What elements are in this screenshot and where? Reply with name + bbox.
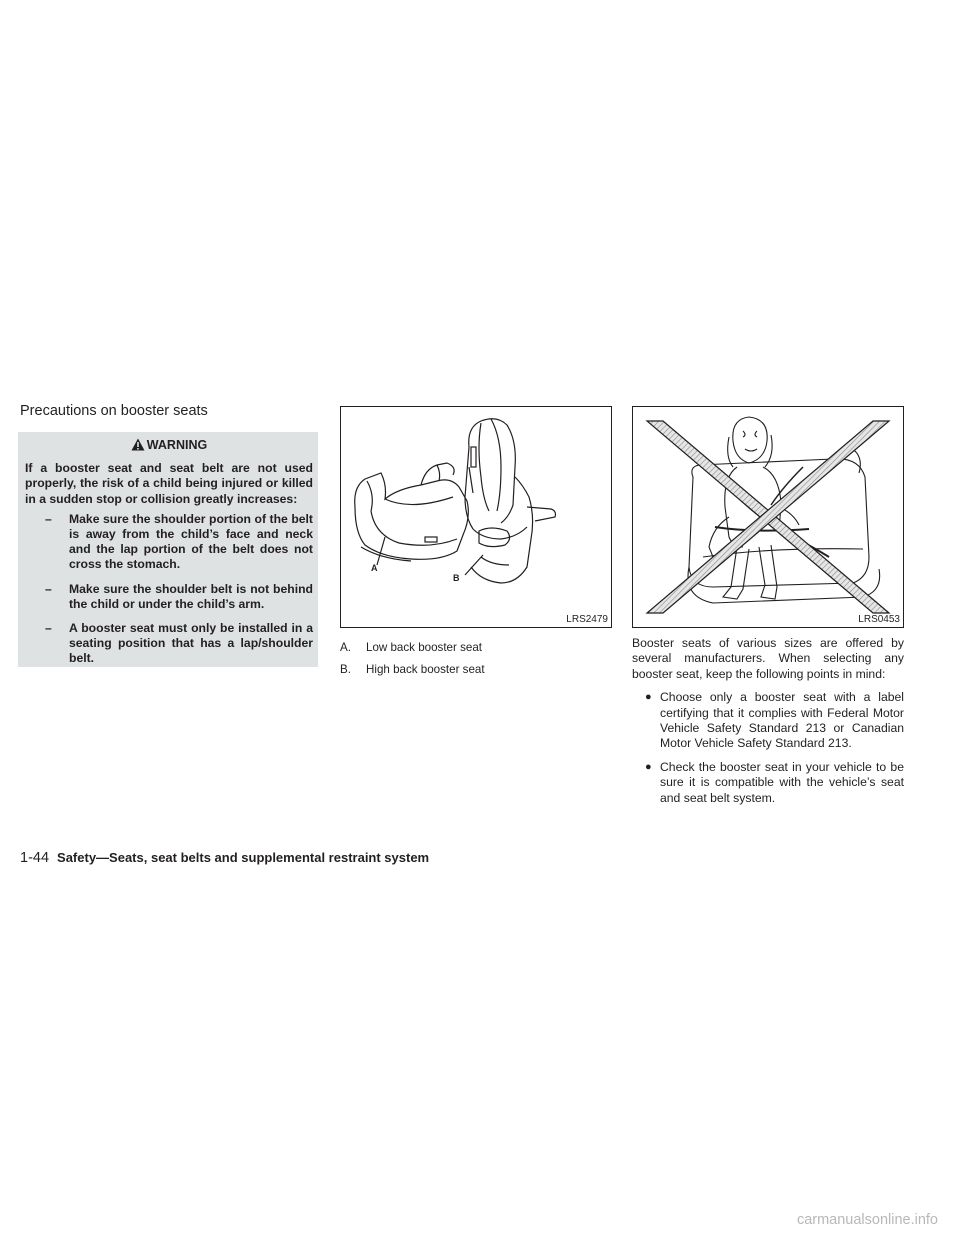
warning-triangle-icon xyxy=(131,438,145,451)
warning-heading-text: WARNING xyxy=(146,438,208,452)
caption-row xyxy=(340,641,612,655)
dash-marker: – xyxy=(45,581,52,596)
booster-seats-illustration xyxy=(341,407,611,627)
body-intro: Booster seats of various sizes are offered by several manufacturers. When selecting any booster seat, keep the following points in mind: xyxy=(632,636,904,681)
figure-code: LRS0453 xyxy=(858,614,900,625)
warning-item-text: Make sure the shoulder portion of the belt is away from the child’s face and neck and the lap portion of the belt does not cross the stomach. xyxy=(69,511,313,572)
caption-row xyxy=(340,663,612,677)
chapter-title: Safety—Seats, seat belts and supplemental restraint system xyxy=(57,850,430,865)
figure-code: LRS2479 xyxy=(566,614,608,625)
bullet-item xyxy=(632,690,904,752)
incorrect-usage-illustration xyxy=(633,407,903,627)
caption-letter: A. xyxy=(340,641,351,654)
dash-marker: – xyxy=(45,621,52,636)
warning-item xyxy=(25,512,313,573)
bullet-item xyxy=(632,760,904,806)
caption-text: High back booster seat xyxy=(366,663,485,676)
warning-item-text: A booster seat must only be installed in a seating position that has a lap/shoulder belt. xyxy=(69,621,313,666)
label-a: A xyxy=(371,563,378,573)
dash-marker: – xyxy=(45,511,52,526)
body-text xyxy=(632,636,904,814)
bullet-icon: ● xyxy=(645,760,652,773)
bullet-text: Check the booster seat in your vehicle to be sure it is compatible with the vehicle’s seat and seat belt system. xyxy=(660,759,904,805)
bullet-text: Choose only a booster seat with a label certifying that it complies with Federal Motor Vehicle Safety Standard 213 or Canadian Motor Vehicle Safety Standard 213. xyxy=(660,690,904,751)
page-footer xyxy=(20,850,429,866)
incorrect-usage-figure xyxy=(632,406,904,628)
warning-item xyxy=(25,582,313,612)
figure-captions xyxy=(340,641,612,685)
warning-intro: If a booster seat and seat belt are not used properly, the risk of a child being injured or killed in a sudden stop or collision greatly increases: xyxy=(25,461,313,506)
page-number: 1-44 xyxy=(20,850,50,866)
caption-letter: B. xyxy=(340,663,351,676)
label-b: B xyxy=(453,573,460,583)
caption-text: Low back booster seat xyxy=(366,641,483,654)
bullet-icon: ● xyxy=(645,691,652,704)
watermark-link[interactable]: carmanualsonline.info xyxy=(796,1212,938,1228)
section-title: Precautions on booster seats xyxy=(20,403,208,419)
warning-box xyxy=(18,432,318,667)
booster-seats-figure xyxy=(340,406,612,628)
warning-item-text: Make sure the shoulder belt is not behind the child or under the child’s arm. xyxy=(69,581,313,611)
warning-heading xyxy=(25,438,313,453)
warning-item xyxy=(25,621,313,667)
